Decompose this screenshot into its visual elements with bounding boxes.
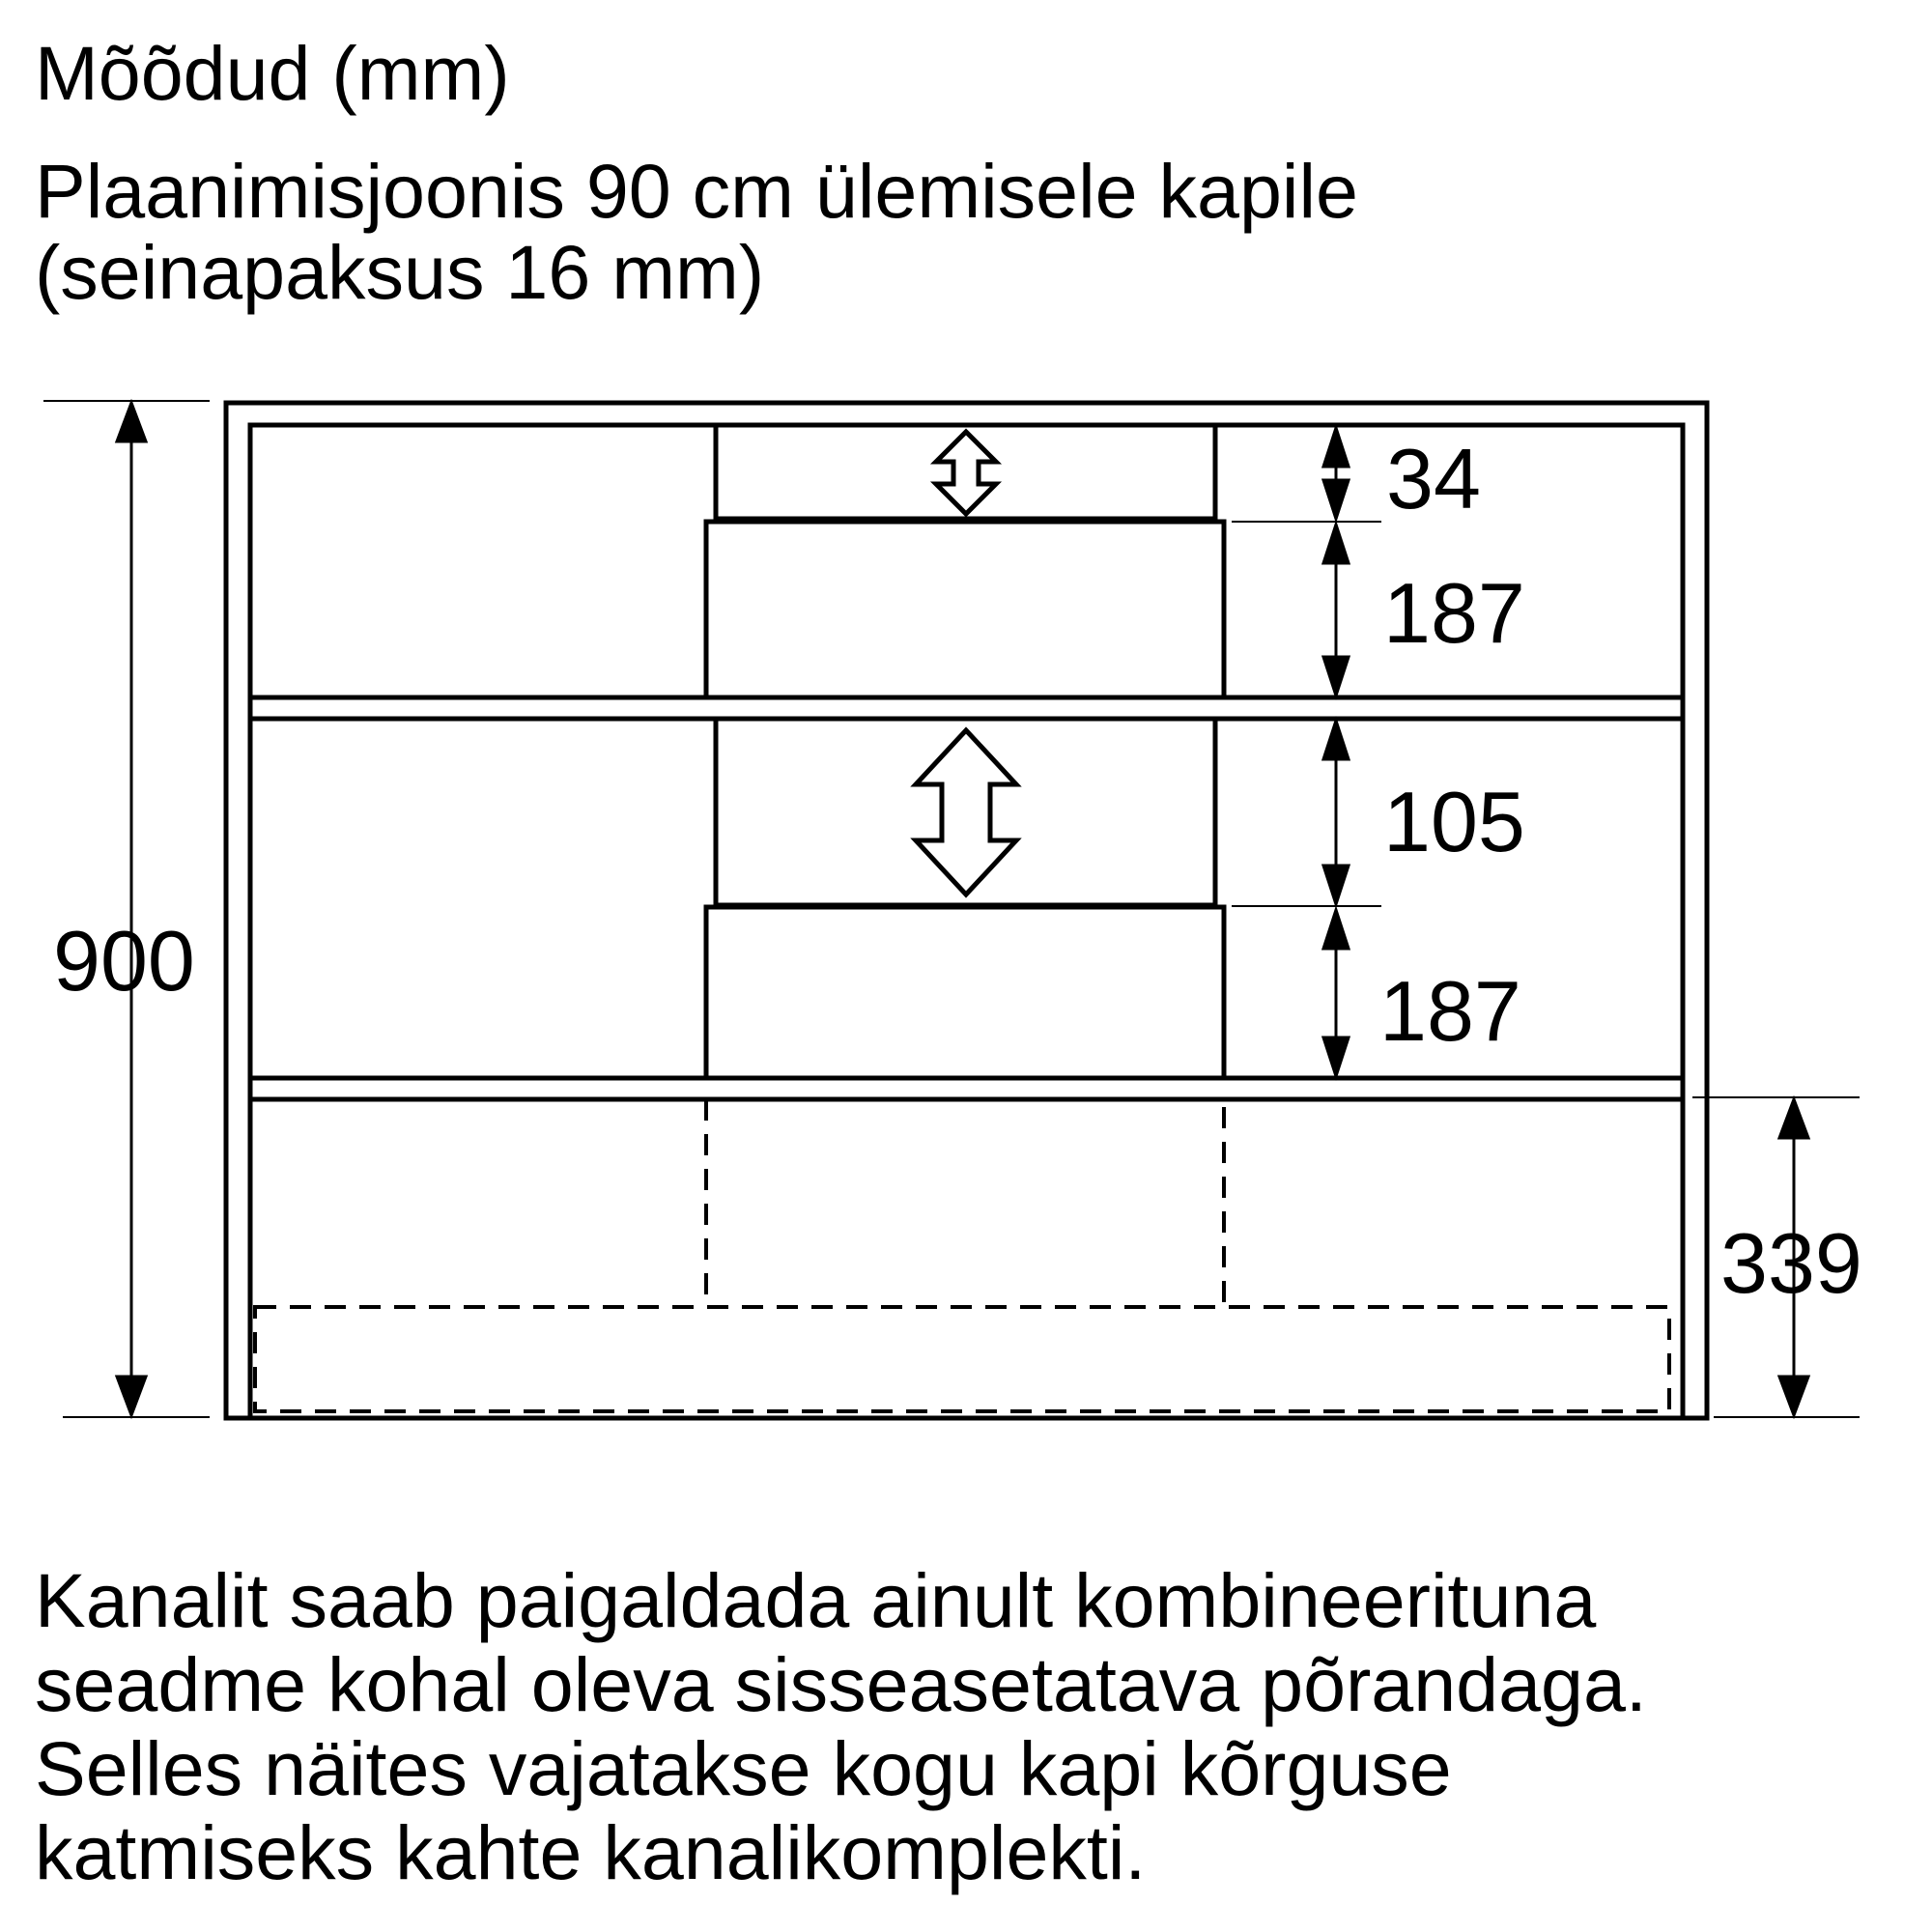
arrow-head-187u-bottom [1323, 657, 1349, 696]
dim-label-900: 900 [53, 913, 195, 1009]
note-line-4: katmiseks kahte kanalikomplekti. [35, 1809, 1147, 1895]
arrow-head-339-top [1779, 1099, 1808, 1138]
dim-label-187-lower: 187 [1379, 963, 1521, 1059]
dim-label-187-upper: 187 [1383, 565, 1525, 661]
arrow-head-900-top [117, 403, 146, 441]
cabinet-frame [226, 403, 1707, 1418]
arrow-head-187l-top [1323, 910, 1349, 949]
arrow-head-900-bottom [117, 1377, 146, 1415]
duct-lower [706, 907, 1224, 1078]
note-line-2: seadme kohal oleva sisseasetatava põrandaga. [35, 1641, 1647, 1727]
arrow-head-34-top [1323, 428, 1349, 467]
dim-label-105: 105 [1383, 774, 1525, 869]
arrow-head-105-bottom [1323, 866, 1349, 904]
note-line-1: Kanalit saab paigaldada ainult kombineerituna [35, 1557, 1597, 1643]
arrow-head-187u-top [1323, 525, 1349, 563]
duct-upper [706, 522, 1224, 697]
note-line-3: Selles näites vajatakse kogu kapi kõrguse [35, 1725, 1452, 1811]
diagram-subtitle-line-2: (seinapaksus 16 mm) [35, 229, 765, 315]
dim-label-339: 339 [1720, 1215, 1862, 1311]
arrow-head-34-bottom [1323, 480, 1349, 519]
arrow-head-187l-bottom [1323, 1037, 1349, 1076]
dim-label-34: 34 [1386, 431, 1481, 526]
dashed-appliance-outline [255, 1307, 1669, 1411]
cabinet-outer-wall [226, 403, 1707, 1418]
shelf-lower [250, 1078, 1683, 1099]
dashed-duct-outline [706, 1099, 1224, 1307]
diagram-subtitle-line-1: Plaanimisjoonis 90 cm ülemisele kapile [35, 148, 1358, 234]
shelf-upper [250, 697, 1683, 719]
adjust-arrow-icon-upper [936, 432, 996, 514]
adjust-arrow-icon-middle [916, 730, 1016, 895]
arrow-head-105-top [1323, 721, 1349, 759]
arrow-head-339-bottom [1779, 1377, 1808, 1415]
diagram-title: Mõõdud (mm) [35, 30, 510, 116]
